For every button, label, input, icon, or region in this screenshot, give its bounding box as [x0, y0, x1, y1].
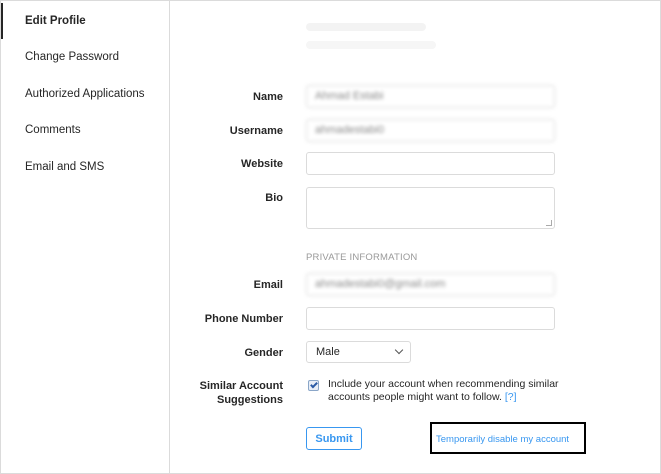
profile-header-placeholder	[306, 41, 436, 49]
suggestions-text: Include your account when recommending similar accounts people might want to follow.	[328, 378, 559, 403]
email-label: Email	[253, 279, 283, 291]
phone-number-label: Phone Number	[204, 313, 283, 325]
sidebar-item-email-sms[interactable]	[1, 149, 169, 185]
resize-grip-icon[interactable]	[546, 220, 552, 226]
username-value: ahmadestabi0	[315, 124, 385, 136]
chevron-down-icon	[395, 346, 403, 354]
username-label: Username	[229, 125, 283, 137]
similar-account-suggestions-label-line: Suggestions	[216, 394, 283, 406]
website-label: Website	[241, 158, 283, 170]
sidebar-item-change-password[interactable]	[1, 39, 169, 75]
checkmark-icon	[310, 381, 318, 389]
edit-profile-form	[171, 1, 660, 473]
submit-button[interactable]: Submit	[306, 427, 362, 450]
sidebar-item-label: Comments	[25, 124, 81, 136]
sidebar-item-label: Authorized Applications	[25, 88, 145, 100]
settings-sidebar	[1, 1, 170, 473]
phone-number-input[interactable]	[306, 307, 555, 330]
email-value: ahmadestabi0@gmail.com	[315, 278, 446, 290]
sidebar-item-label: Email and SMS	[25, 161, 105, 173]
name-input[interactable]	[306, 85, 555, 108]
similar-account-suggestions-checkbox[interactable]	[308, 380, 319, 391]
sidebar-item-label: Edit Profile	[25, 15, 86, 27]
gender-label: Gender	[244, 347, 283, 359]
username-input[interactable]	[306, 119, 555, 142]
bio-textarea[interactable]	[306, 187, 555, 229]
name-label: Name	[253, 91, 283, 103]
profile-header-placeholder	[306, 23, 426, 31]
gender-value: Male	[316, 346, 340, 358]
similar-account-suggestions-label-line: Similar Account	[199, 380, 283, 392]
sidebar-item-label: Change Password	[25, 51, 119, 63]
sidebar-item-comments[interactable]	[1, 112, 169, 148]
private-information-heading: PRIVATE INFORMATION	[306, 252, 418, 263]
gender-select[interactable]	[306, 341, 411, 363]
similar-account-suggestions-label	[171, 379, 283, 407]
help-link[interactable]: [?]	[504, 390, 517, 403]
temporarily-disable-account-link[interactable]: Temporarily disable my account	[436, 434, 570, 445]
highlight-box	[430, 422, 586, 454]
email-input[interactable]	[306, 273, 555, 296]
sidebar-item-edit-profile[interactable]	[1, 3, 169, 39]
similar-account-suggestions-description	[328, 378, 588, 403]
sidebar-item-authorized-applications[interactable]	[1, 76, 169, 112]
name-value: Ahmad Estabi	[315, 90, 384, 102]
website-input[interactable]	[306, 152, 555, 175]
bio-label: Bio	[265, 192, 283, 204]
